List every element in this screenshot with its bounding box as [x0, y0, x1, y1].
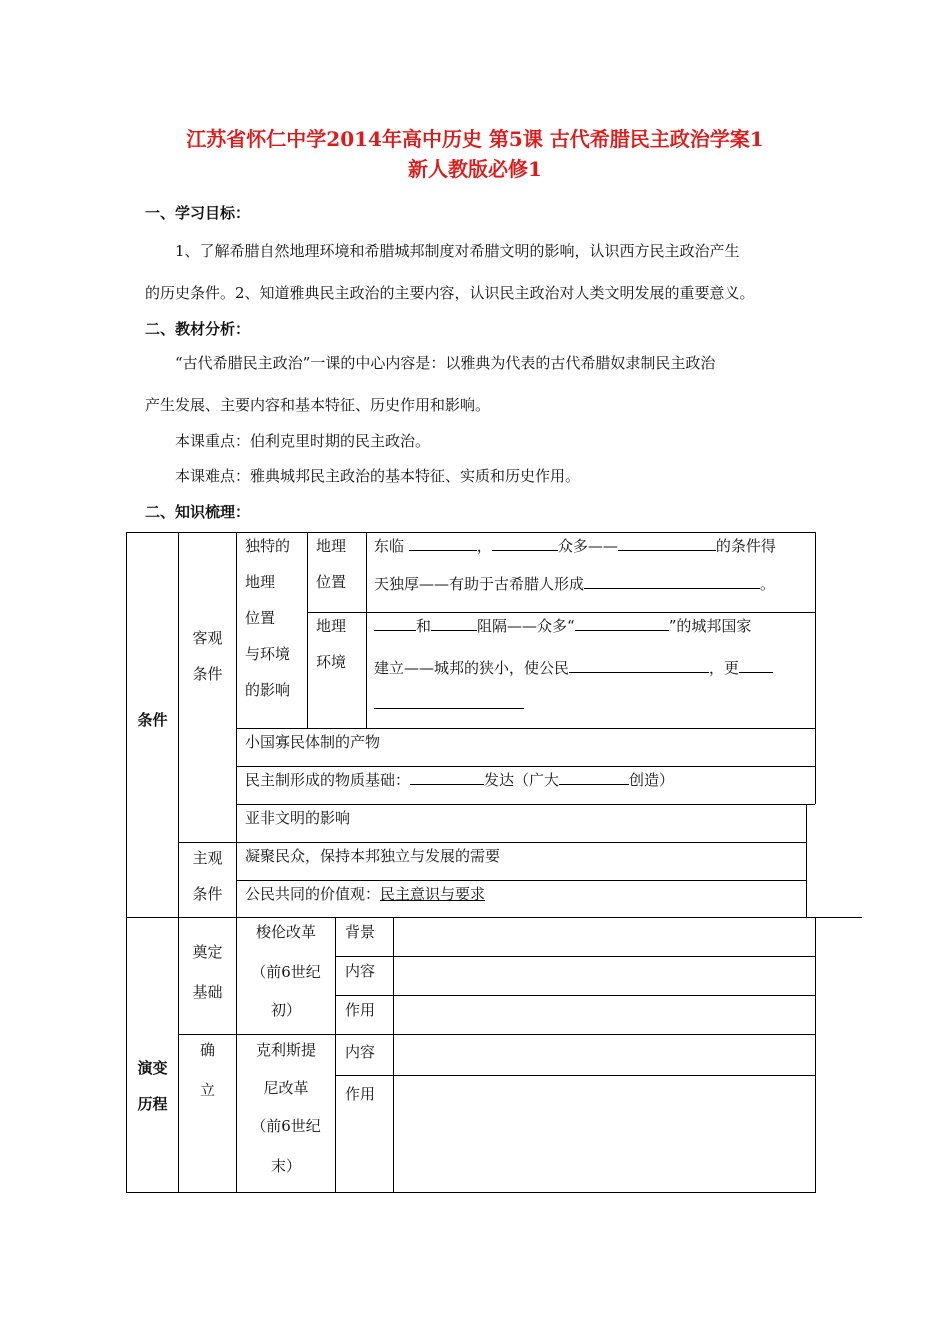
section-heading-analysis: 二、教材分析： [145, 320, 251, 338]
common-values: 公民共同的价值观：民主意识与要求 [245, 885, 486, 903]
goals-line1: 1、了解希腊自然地理环境和希腊城邦制度对希腊文明的影响，认识西方民主政治产生 [175, 242, 740, 260]
analysis-line1: “古代希腊民主政治”一课的中心内容是：以雅典为代表的古代希腊奴隶制民主政治 [175, 354, 716, 372]
geo-env-text-line1: 和 阻隔——众多“ ”的城邦国家 [374, 608, 751, 644]
goals-line2: 的历史条件。2、知道雅典民主政治的主要内容，认识民主政治对人类文明发展的重要意义。 [145, 284, 755, 302]
objective-label-2: 条件 [192, 665, 223, 683]
small-state: 小国寡民体制的产物 [245, 733, 381, 751]
subjective-label-1: 主观 [192, 849, 223, 867]
solon-background-label: 背景 [345, 923, 376, 941]
solon-reform-1: 梭伦改革 [255, 923, 316, 941]
unite-people: 凝聚民众，保持本邦独立与发展的需要 [245, 847, 501, 865]
document-title-line1: 江苏省怀仁中学2014年高中历史 第5课 古代希腊民主政治学案1 [186, 127, 764, 151]
document-title-line2: 新人教版必修1 [408, 157, 542, 181]
asia-africa-influence: 亚非文明的影响 [245, 809, 351, 827]
geo-position-2: 位置 [316, 573, 347, 591]
objective-label-1: 客观 [192, 629, 223, 647]
establish-label-2: 立 [199, 1081, 215, 1099]
geo-env-text-line3 [374, 686, 524, 722]
foundation-label-1: 奠定 [192, 943, 223, 961]
material-basis: 民主制形成的物质基础： 发达（广大 创造） [245, 762, 674, 798]
foundation-label-2: 基础 [192, 983, 223, 1001]
analysis-line2: 产生发展、主要内容和基本特征、历史作用和影响。 [145, 396, 491, 414]
unique-geo-1: 独特的 [245, 537, 291, 555]
solon-reform-3: 初） [270, 1001, 301, 1019]
cleisthenes-reform-4: 末） [270, 1157, 301, 1175]
section-heading-goals: 一、学习目标： [145, 204, 251, 222]
geo-env-2: 环境 [316, 653, 347, 671]
establish-label-1: 确 [199, 1041, 215, 1059]
section-heading-knowledge: 二、知识梳理： [145, 503, 251, 521]
geo-env-text-line2: 建立——城邦的狭小，使公民 ，更 [374, 650, 773, 686]
solon-content-label: 内容 [345, 962, 376, 980]
cleisthenes-effect-label: 作用 [345, 1085, 376, 1103]
difficult-point: 本课难点：雅典城邦民主政治的基本特征、实质和历史作用。 [175, 467, 581, 485]
geo-position-text-line1: 东临 ， 众多—— 的条件得 [374, 528, 776, 564]
evolution-label-2: 历程 [137, 1095, 168, 1113]
solon-reform-2: （前6世纪 [251, 963, 321, 981]
evolution-label-1: 演变 [137, 1059, 168, 1077]
geo-position-text-line2: 天独厚——有助于古希腊人形成 。 [374, 566, 775, 602]
cleisthenes-content-label: 内容 [345, 1043, 376, 1061]
solon-effect-label: 作用 [345, 1001, 376, 1019]
subjective-label-2: 条件 [192, 885, 223, 903]
unique-geo-4: 与环境 [245, 645, 291, 663]
cleisthenes-reform-3: （前6世纪 [251, 1117, 321, 1135]
unique-geo-2: 地理 [245, 573, 276, 591]
geo-env-1: 地理 [316, 617, 347, 635]
cleisthenes-reform-2: 尼改革 [263, 1079, 309, 1097]
key-point: 本课重点：伯利克里时期的民主政治。 [175, 432, 431, 450]
unique-geo-5: 的影响 [245, 681, 291, 699]
geo-position-1: 地理 [316, 537, 347, 555]
unique-geo-3: 位置 [245, 609, 276, 627]
conditions-label: 条件 [137, 711, 168, 729]
cleisthenes-reform-1: 克利斯提 [255, 1041, 316, 1059]
